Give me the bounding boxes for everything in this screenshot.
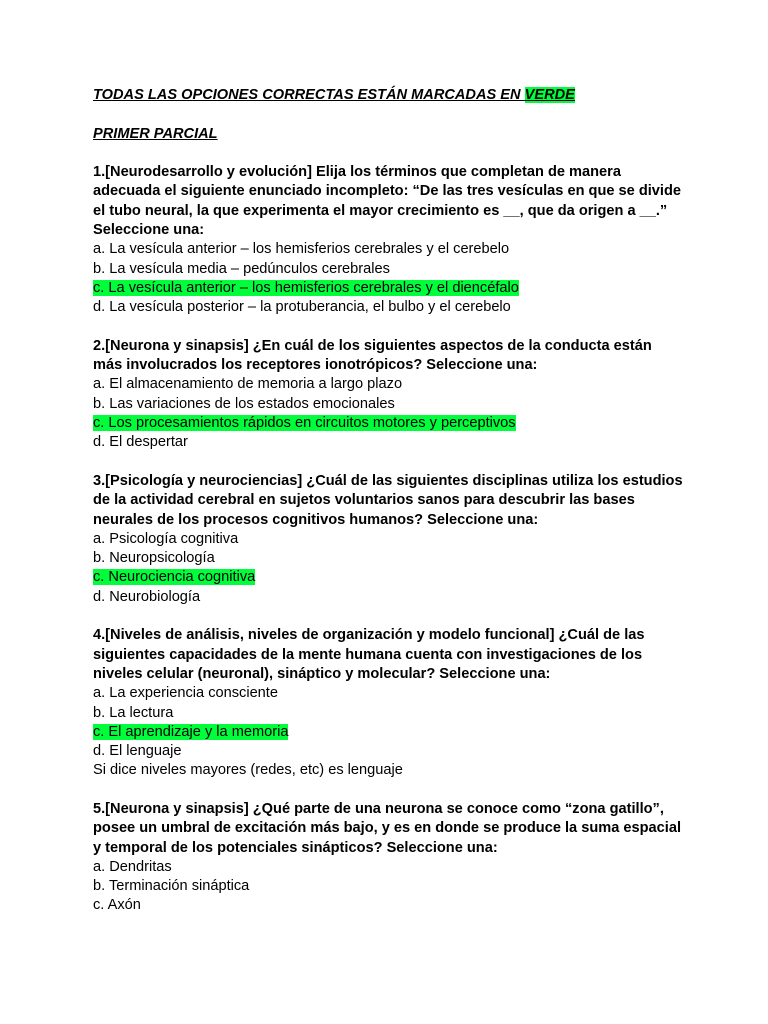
question-block	[93, 800, 683, 916]
document-title	[93, 86, 683, 105]
option-text: a. Psicología cognitiva	[93, 530, 239, 547]
option-text: b. Las variaciones de los estados emocionales	[93, 395, 395, 412]
answer-option	[93, 742, 683, 761]
answer-option	[93, 298, 683, 317]
title-prefix: TODAS LAS OPCIONES CORRECTAS ESTÁN MARCADAS EN	[93, 87, 525, 103]
question-block	[93, 472, 683, 607]
option-text: c. Neurociencia cognitiva	[93, 569, 256, 586]
question-block	[93, 626, 683, 780]
answer-option	[93, 433, 683, 452]
option-text: c. La vesícula anterior – los hemisferios cerebrales y el diencéfalo	[93, 279, 519, 296]
answer-option	[93, 684, 683, 703]
answer-option	[93, 858, 683, 877]
option-text: b. La vesícula media – pedúnculos cerebrales	[93, 260, 390, 277]
question-list	[93, 163, 683, 916]
question-block	[93, 337, 683, 453]
option-text: b. Terminación sináptica	[93, 878, 250, 895]
option-text: a. La vesícula anterior – los hemisferios cerebrales y el cerebelo	[93, 241, 510, 258]
answer-option	[93, 588, 683, 607]
answer-option	[93, 896, 683, 915]
option-text: c. Axón	[93, 897, 141, 914]
answer-option	[93, 260, 683, 279]
answer-option	[93, 704, 683, 723]
correct-option	[93, 279, 683, 298]
answer-option	[93, 240, 683, 259]
answer-option	[93, 375, 683, 394]
question-text: 3.[Psicología y neurociencias] ¿Cuál de las siguientes disciplinas utiliza los estudios de la actividad cerebral en sujetos voluntarios sanos para descubrir las bases neurales de los procesos cognitivos humanos? Seleccione una:	[93, 472, 683, 528]
option-text: d. El lenguaje	[93, 743, 182, 760]
option-text: a. La experiencia consciente	[93, 685, 278, 702]
option-text: a. Dendritas	[93, 858, 172, 875]
correct-option	[93, 723, 683, 742]
correct-option	[93, 568, 683, 587]
option-text: a. El almacenamiento de memoria a largo plazo	[93, 376, 403, 393]
question-block	[93, 163, 683, 317]
section-title: PRIMER PARCIAL	[93, 125, 218, 142]
option-text: b. La lectura	[93, 704, 174, 721]
option-text: d. El despertar	[93, 434, 188, 451]
question-note: Si dice niveles mayores (redes, etc) es lenguaje	[93, 762, 403, 779]
option-text: c. Los procesamientos rápidos en circuitos motores y perceptivos	[93, 415, 516, 432]
title-highlight: VERDE	[524, 87, 575, 103]
question-text: 1.[Neurodesarrollo y evolución] Elija los términos que completan de manera adecuada el siguiente enunciado incompleto: “De las tres vesículas en que se divide el tubo neural, la que experimenta el mayor crecimiento es __, que da origen a __.” Seleccione una:	[93, 164, 681, 239]
correct-option	[93, 414, 683, 433]
question-text: 2.[Neurona y sinapsis] ¿En cuál de los siguientes aspectos de la conducta están más involucrados los receptores ionotrópicos? Seleccione una:	[93, 337, 652, 374]
option-text: d. Neurobiología	[93, 588, 201, 605]
question-text: 5.[Neurona y sinapsis] ¿Qué parte de una neurona se conoce como “zona gatillo”, posee un umbral de excitación más bajo, y es en donde se produce la suma espacial y temporal de los potenciales sinápticos? Seleccione una:	[93, 800, 682, 856]
answer-option	[93, 530, 683, 549]
document-page	[93, 86, 683, 916]
option-text: c. El aprendizaje y la memoria	[93, 723, 289, 740]
answer-option	[93, 395, 683, 414]
question-text: 4.[Niveles de análisis, niveles de organización y modelo funcional] ¿Cuál de las siguientes capacidades de la mente humana cuenta con investigaciones de los niveles celular (neuronal), sináptico y molecular? Seleccione una:	[93, 627, 645, 682]
option-text: b. Neuropsicología	[93, 550, 215, 567]
answer-option	[93, 549, 683, 568]
option-text: d. La vesícula posterior – la protuberancia, el bulbo y el cerebelo	[93, 299, 511, 316]
answer-option	[93, 877, 683, 896]
